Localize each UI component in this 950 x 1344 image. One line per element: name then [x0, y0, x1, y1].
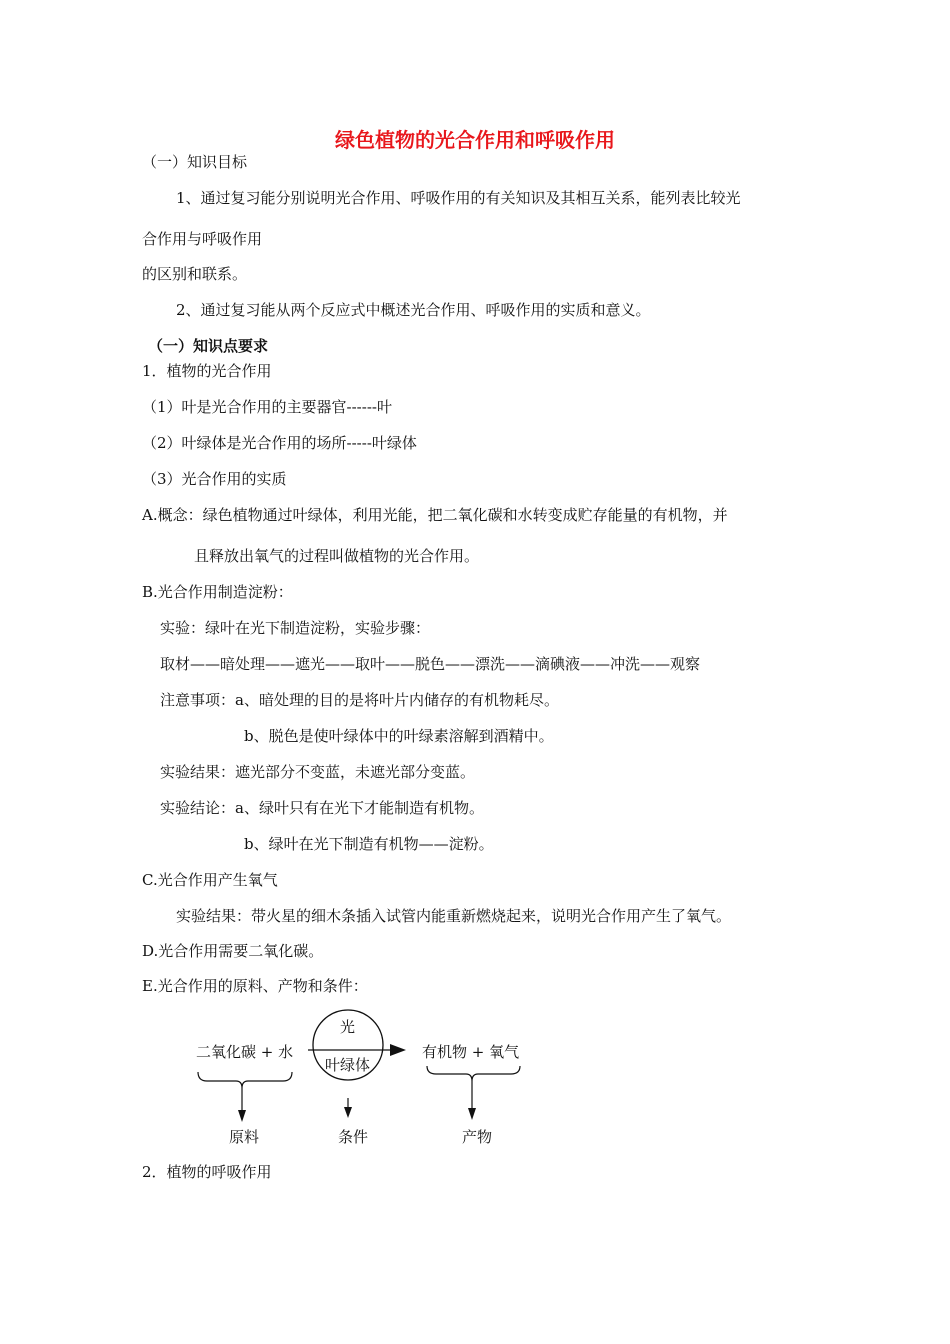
- reaction-arrow-head: [390, 1044, 406, 1056]
- products-text: 有机物 + 氧气: [422, 1043, 520, 1061]
- goal-2: 2、通过复习能从两个反应式中概述光合作用、呼吸作用的实质和意义。: [176, 301, 651, 319]
- item-2-heading: 2．植物的呼吸作用: [142, 1163, 272, 1181]
- raw-arrow-head: [238, 1110, 246, 1122]
- section-heading-knowledge: （一）知识点要求: [148, 337, 269, 355]
- b-result: 实验结果：遮光部分不变蓝，未遮光部分变蓝。: [160, 763, 476, 781]
- b-note-a: 注意事项：a、暗处理的目的是将叶片内储存的有机物耗尽。: [160, 691, 559, 709]
- b-conclusion-a: 实验结论：a、绿叶只有在光下才能制造有机物。: [160, 799, 484, 817]
- point-2: （2）叶绿体是光合作用的场所-----叶绿体: [142, 434, 417, 452]
- goal-1-line-2: 合作用与呼吸作用: [142, 230, 263, 248]
- item-1-heading: 1．植物的光合作用: [142, 362, 272, 380]
- e-heading: E.光合作用的原料、产物和条件：: [142, 977, 368, 995]
- reactants-brace: [198, 1072, 292, 1088]
- chloroplast-text: 叶绿体: [325, 1056, 371, 1074]
- b-note-b: b、脱色是使叶绿体中的叶绿素溶解到酒精中。: [244, 727, 554, 745]
- goal-1-line-3: 的区别和联系。: [142, 265, 248, 283]
- b-conclusion-b: b、绿叶在光下制造有机物——淀粉。: [244, 835, 494, 853]
- goal-1-line-1: 1、通过复习能分别说明光合作用、呼吸作用的有关知识及其相互关系，能列表比较光: [176, 189, 741, 207]
- b-steps: 取材——暗处理——遮光——取叶——脱色——漂洗——滴碘液——冲洗——观察: [160, 655, 701, 673]
- label-raw: 原料: [229, 1128, 260, 1146]
- section-heading-goals: （一）知识目标: [142, 153, 248, 171]
- point-3: （3）光合作用的实质: [142, 470, 287, 488]
- b-heading: B.光合作用制造淀粉：: [142, 583, 293, 601]
- products-brace: [427, 1066, 520, 1081]
- label-product: 产物: [462, 1128, 493, 1146]
- concept-line-1: A.概念：绿色植物通过叶绿体，利用光能，把二氧化碳和水转变成贮存能量的有机物，并: [142, 506, 728, 524]
- b-experiment: 实验：绿叶在光下制造淀粉，实验步骤：: [160, 619, 431, 637]
- concept-line-2: 且释放出氧气的过程叫做植物的光合作用。: [194, 547, 480, 565]
- condition-arrow-head: [344, 1107, 352, 1118]
- c-result: 实验结果：带火星的细木条插入试管内能重新燃烧起来，说明光合作用产生了氧气。: [176, 907, 732, 925]
- page-title: 绿色植物的光合作用和呼吸作用: [335, 128, 615, 152]
- light-text: 光: [340, 1018, 356, 1036]
- c-heading: C.光合作用产生氧气: [142, 871, 278, 889]
- reactants-text: 二氧化碳 + 水: [196, 1043, 294, 1061]
- d-line: D.光合作用需要二氧化碳。: [142, 942, 324, 960]
- label-condition: 条件: [338, 1128, 369, 1146]
- point-1: （1）叶是光合作用的主要器官------叶: [142, 398, 392, 416]
- product-arrow-head: [468, 1108, 476, 1120]
